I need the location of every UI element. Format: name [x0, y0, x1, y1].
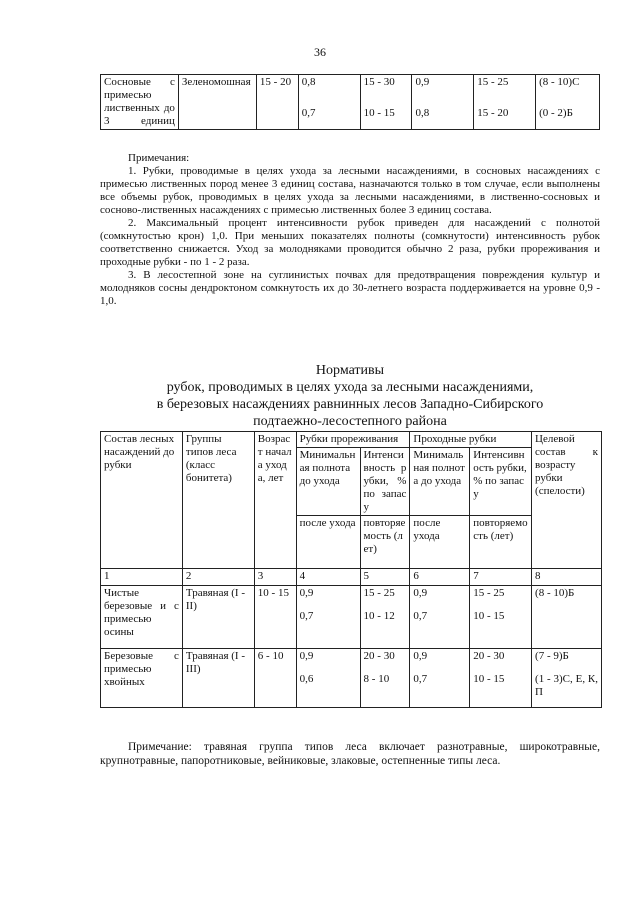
col-number: 4 — [296, 569, 360, 586]
value-cell — [410, 586, 470, 649]
header-intensity: Интенсивность рубки, % по запасу — [360, 448, 410, 516]
top-cell: 0,8 — [412, 95, 474, 130]
header-thinning: Рубки прореживания — [296, 432, 410, 448]
top-cell: 10 - 15 — [360, 95, 412, 130]
header-repeat: повторяемость (лет) — [470, 516, 532, 569]
col-number: 8 — [532, 569, 602, 586]
title-line: Нормативы — [315, 363, 385, 378]
value-b: 8 - 10 — [363, 673, 390, 685]
value-cell — [360, 586, 410, 649]
number-row — [101, 569, 602, 586]
value-b: 10 - 15 — [473, 673, 505, 685]
value-a: 15 - 25 — [363, 587, 395, 599]
top-cell: (0 - 2)Б — [536, 95, 600, 130]
table-row — [101, 586, 602, 649]
age-cell: 6 - 10 — [254, 649, 296, 708]
value-cell — [296, 649, 360, 708]
value-cell — [360, 649, 410, 708]
age-cell: 10 - 15 — [254, 586, 296, 649]
col-number: 6 — [410, 569, 470, 586]
value-b: 10 - 12 — [363, 610, 395, 622]
top-cell: 0,9 — [412, 75, 474, 95]
header-passage: Проходные рубки — [410, 432, 532, 448]
header-target: Целевой состав к возрасту рубки (спелости) — [532, 432, 602, 569]
top-group-cell: Зеленомошная — [178, 75, 256, 130]
value-b: 0,7 — [299, 610, 314, 622]
header-repeat: повторяемость (лет) — [360, 516, 410, 569]
value-b: 10 - 15 — [473, 610, 505, 622]
col-number: 1 — [101, 569, 183, 586]
table-row — [101, 649, 602, 708]
top-cell: 0,7 — [298, 95, 360, 130]
main-table — [100, 431, 602, 708]
top-composition-cell: Сосновые с примесью лиственных до 3 единиц — [101, 75, 179, 130]
target-a: (7 - 9)Б — [535, 650, 569, 662]
composition-cell: Березовые с примесью хвойных — [101, 649, 183, 708]
top-cell: 15 - 25 — [474, 75, 536, 95]
header-intensity: Интенсивность рубки, % по запасу — [470, 448, 532, 516]
top-table-row — [101, 75, 600, 95]
target-b: (1 - 3)С, Е, К, П — [535, 673, 598, 698]
top-cell: 0,8 — [298, 75, 360, 95]
header-row — [101, 432, 602, 448]
top-cell: 15 - 20 — [474, 95, 536, 130]
value-a: 20 - 30 — [363, 650, 395, 662]
value-a: 0,9 — [413, 587, 428, 599]
note-item: 3. В лесостепной зоне на суглинистых почвах для предотвращения повреждения культур и молодняков сосны дендроктоном сомкнутость их до 30-летнего возраста поддерживается на уровне 0,9 - 1,0. — [100, 269, 600, 307]
value-b: 0,7 — [413, 610, 428, 622]
value-a: 0,9 — [299, 650, 314, 662]
col-number: 5 — [360, 569, 410, 586]
value-cell — [296, 586, 360, 649]
col-number: 3 — [254, 569, 296, 586]
value-a: 0,9 — [299, 587, 314, 599]
note-item: 1. Рубки, проводимые в целях ухода за лесными насаждениями, в сосновых насаждениях с примесью лиственных пород менее 3 единиц состава, назначаются только в том случае, если выполнены все объемы рубок, проводимых в целях ухода за лесными насаждениями, в лиственно-сосновых и сосново-лиственных насаждениях с примесью лиственных более 3 единиц состава. — [100, 165, 600, 216]
group-cell: Травяная (I - II) — [182, 586, 254, 649]
notes-heading: Примечания: — [128, 152, 190, 164]
top-age-cell: 15 - 20 — [256, 75, 298, 130]
value-a: 0,9 — [413, 650, 428, 662]
target-a: (8 - 10)Б — [535, 587, 575, 599]
header-after: после ухода — [296, 516, 360, 569]
target-cell — [532, 649, 602, 708]
title-line: рубок, проводимых в целях ухода за лесными насаждениями, — [166, 380, 534, 395]
col-number: 7 — [470, 569, 532, 586]
header-after: после ухода — [410, 516, 470, 569]
title-line: подтаежно-лесостепного района — [253, 414, 447, 429]
top-table — [100, 74, 600, 130]
header-min-density: Минимальная полнота до ухода — [410, 448, 470, 516]
header-composition: Состав лесных насаждений до рубки — [101, 432, 183, 569]
top-cell: (8 - 10)С — [536, 75, 600, 95]
header-groups: Группы типов леса (класс бонитета) — [182, 432, 254, 569]
table-title — [100, 362, 600, 430]
header-min-density: Минимальная полнота до ухода — [296, 448, 360, 516]
value-cell — [470, 586, 532, 649]
note-item: 2. Максимальный процент интенсивности рубок приведен для насаждений с полнотой (сомкнутостью крон) 1,0. При меньших показателях полноты (сомкнутости) интенсивность рубок соответственно снижается. Уход за молодняками проводится обычно 2 раза, рубки прореживания и проходные рубки - по 1 - 2 раза. — [100, 217, 600, 268]
footnote: Примечание: травяная группа типов леса включает разнотравные, широкотравные, крупнотравные, папоротниковые, вейниковые, злаковые, остепненные типы леса. — [100, 741, 600, 767]
notes — [100, 152, 600, 308]
value-cell — [470, 649, 532, 708]
value-a: 20 - 30 — [473, 650, 505, 662]
value-cell — [410, 649, 470, 708]
composition-cell: Чистые березовые и с примесью осины — [101, 586, 183, 649]
header-age: Возраст начала ухода, лет — [254, 432, 296, 569]
value-a: 15 - 25 — [473, 587, 505, 599]
target-cell — [532, 586, 602, 649]
col-number: 2 — [182, 569, 254, 586]
group-cell: Травяная (I - III) — [182, 649, 254, 708]
value-b: 0,6 — [299, 673, 314, 685]
value-b: 0,7 — [413, 673, 428, 685]
page-number: 36 — [314, 45, 326, 59]
title-line: в березовых насаждениях равнинных лесов Западно-Сибирского — [156, 397, 544, 412]
top-cell: 15 - 30 — [360, 75, 412, 95]
